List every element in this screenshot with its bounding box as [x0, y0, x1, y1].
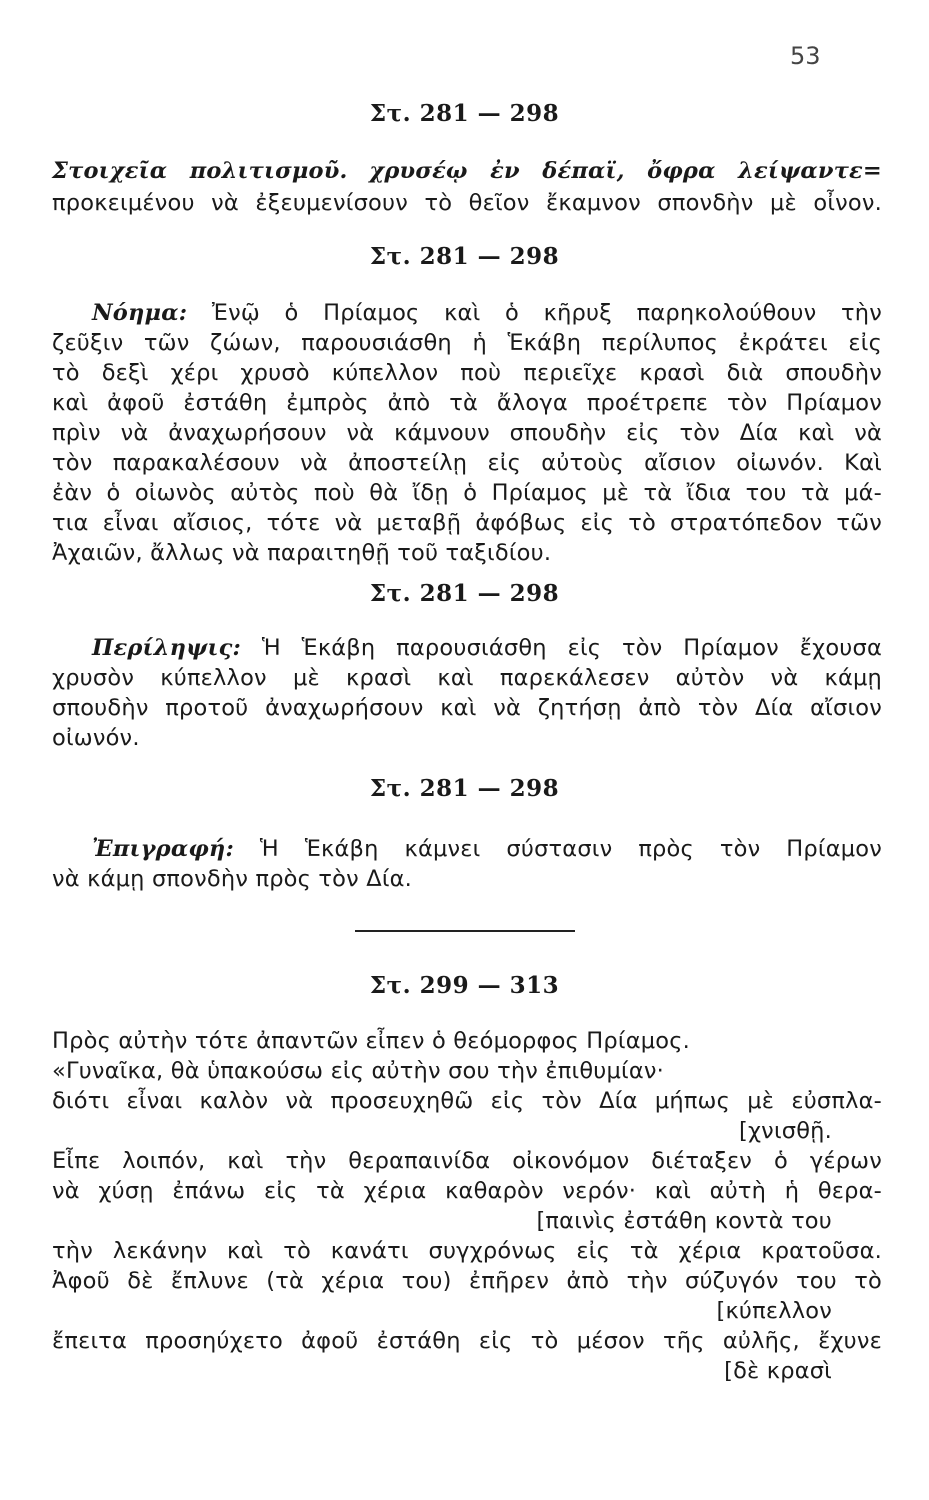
text-line: «Γυναῖκα, θὰ ὑπακούσω εἰς αὐτὴν σου τὴν ἐπιθυμίαν·	[52, 1058, 664, 1084]
section-divider	[355, 930, 575, 932]
text-line: Εἶπε λοιπόν, καὶ τὴν θεραπαινίδα οἰκονόμον διέταξεν ὁ γέρων	[52, 1148, 882, 1174]
line-text: Ἡ Ἑκάβη παρουσιάσθη εἰς τὸν Πρίαμον ἔχουσα	[261, 635, 882, 661]
text-line	[52, 836, 882, 862]
section-heading: Στ. 281 — 298	[369, 580, 560, 607]
text-line: Ἀφοῦ δὲ ἔπλυνε (τὰ χέρια του) ἐπῆρεν ἀπὸ τὴν σύζυγόν του τὸ	[52, 1268, 882, 1294]
text-line: ἔπειτα προσηύχετο ἀφοῦ ἐστάθη εἰς τὸ μέσον τῆς αὐλῆς, ἔχυνε	[52, 1328, 882, 1354]
text-line: [παινὶς ἐστάθη κοντὰ του	[536, 1208, 832, 1234]
line-text: Ἐνῷ ὁ Πρίαμος καὶ ὁ κῆρυξ παρηκολούθουν τὴν	[211, 300, 882, 326]
text-line: νὰ κάμῃ σπονδὴν πρὸς τὸν Δία.	[52, 866, 413, 892]
text-line: σπουδὴν προτοῦ ἀναχωρήσουν καὶ νὰ ζητήσῃ ἀπὸ τὸν Δία αἴσιον	[52, 695, 882, 721]
text-line	[52, 300, 882, 326]
section-label: Ἐπιγραφή:	[92, 836, 234, 862]
text-line: Πρὸς αὐτὴν τότε ἀπαντῶν εἶπεν ὁ θεόμορφος Πρίαμος.	[52, 1028, 690, 1054]
text-line: χρυσὸν κύπελλον μὲ κρασὶ καὶ παρεκάλεσεν αὐτὸν νὰ κάμῃ	[52, 665, 882, 691]
text-line: νὰ χύσῃ ἐπάνω εἰς τὰ χέρια καθαρὸν νερόν· καὶ αὐτὴ ἡ θερα-	[52, 1178, 882, 1204]
section-label: Περίληψις:	[92, 635, 241, 661]
quoted-greek-text: χρυσέῳ ἐν δέπαϊ, ὄφρα λείψαντε=	[369, 158, 882, 184]
text-line: οἰωνόν.	[52, 725, 140, 751]
text-line: [κύπελλον	[716, 1298, 832, 1324]
text-line: διότι εἶναι καλὸν νὰ προσευχηθῶ εἰς τὸν Δία μήπως μὲ εὐσπλα-	[52, 1088, 882, 1114]
line-text: Ἡ Ἑκάβη κάμνει σύστασιν πρὸς τὸν Πρίαμον	[259, 836, 882, 862]
section-label: Στοιχεῖα πολιτισμοῦ.	[52, 158, 348, 184]
text-line: προκειμένου νὰ ἐξευμενίσουν τὸ θεῖον ἔκαμνον σπονδὴν μὲ οἶνον.	[52, 190, 882, 216]
section-heading: Στ. 281 — 298	[369, 243, 560, 270]
text-line: ζεῦξιν τῶν ζώων, παρουσιάσθη ἡ Ἑκάβη περίλυπος ἐκράτει εἰς	[52, 330, 882, 356]
text-line: τια εἶναι αἴσιος, τότε νὰ μεταβῇ ἀφόβως εἰς τὸ στρατόπεδον τῶν	[52, 510, 882, 536]
text-line: πρὶν νὰ ἀναχωρήσουν νὰ κάμνουν σπουδὴν εἰς τὸν Δία καὶ νὰ	[52, 420, 882, 446]
text-line: [δὲ κρασὶ	[724, 1358, 832, 1384]
text-line: τὸν παρακαλέσουν νὰ ἀποστείλῃ εἰς αὐτοὺς αἴσιον οἰωνόν. Καὶ	[52, 450, 882, 476]
text-line: ἐὰν ὁ οἰωνὸς αὐτὸς ποὺ θὰ ἴδῃ ὁ Πρίαμος μὲ τὰ ἴδια του τὰ μά-	[52, 480, 882, 506]
text-line: τὴν λεκάνην καὶ τὸ κανάτι συγχρόνως εἰς τὰ χέρια κρατοῦσα.	[52, 1238, 882, 1264]
section-label: Νόημα:	[92, 300, 188, 326]
text-line	[52, 158, 882, 184]
page-number: 53	[790, 42, 821, 70]
section-heading: Στ. 299 — 313	[369, 972, 560, 999]
section-heading: Στ. 281 — 298	[369, 100, 560, 127]
text-line: Ἀχαιῶν, ἄλλως νὰ παραιτηθῇ τοῦ ταξιδίου.	[52, 540, 552, 566]
text-line: καὶ ἀφοῦ ἐστάθη ἐμπρὸς ἀπὸ τὰ ἄλογα προέτρεπε τὸν Πρίαμον	[52, 390, 882, 416]
section-heading: Στ. 281 — 298	[369, 775, 560, 802]
text-line: [χνισθῇ.	[739, 1118, 832, 1144]
text-line: τὸ δεξὶ χέρι χρυσὸ κύπελλον ποὺ περιεῖχε κρασὶ διὰ σπουδὴν	[52, 360, 882, 386]
text-line	[52, 635, 882, 661]
